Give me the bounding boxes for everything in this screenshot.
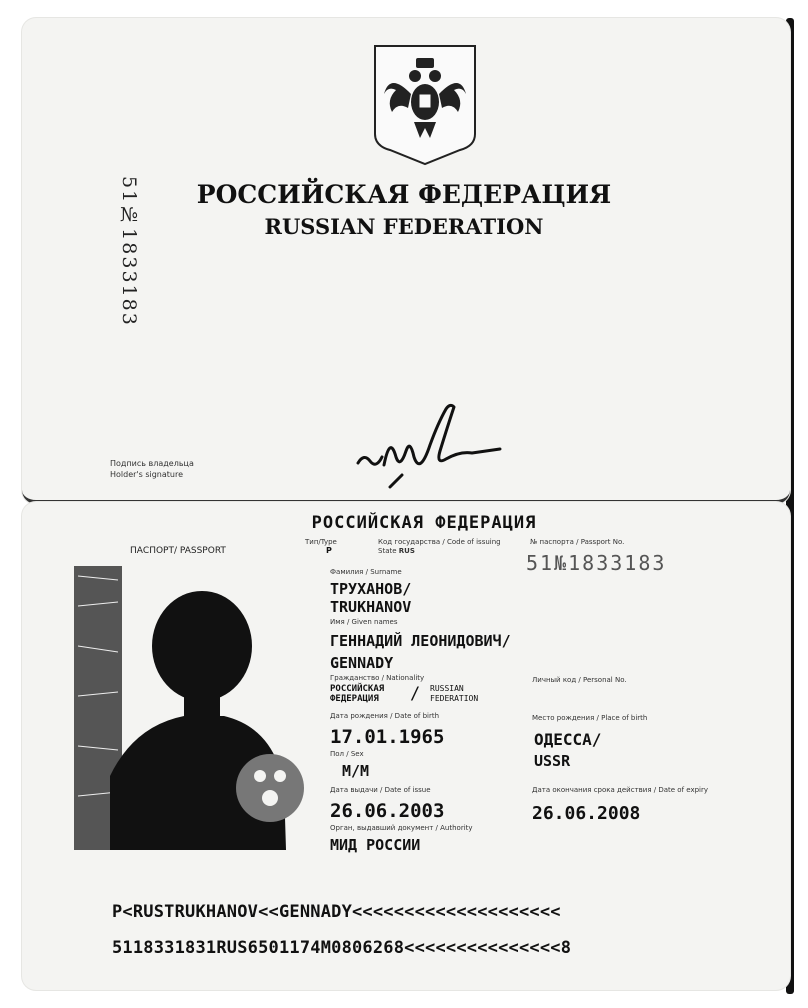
date-of-birth-label: Дата рождения / Date of birth — [330, 712, 440, 720]
issuing-state-label — [378, 538, 518, 556]
nationality-label: Гражданство / Nationality — [330, 674, 425, 682]
passport-number-label: № паспорта / Passport No. — [530, 538, 625, 546]
sex: М/M — [342, 762, 370, 780]
given-names-label: Имя / Given names — [330, 618, 398, 626]
place-of-birth-label: Место рождения / Place of birth — [532, 714, 648, 722]
given-names-ru: ГЕННАДИЙ ЛЕОНИДОВИЧ/ — [330, 632, 511, 650]
date-of-issue-label: Дата выдачи / Date of issue — [330, 786, 431, 794]
surname-label: Фамилия / Surname — [330, 568, 402, 576]
date-of-expiry-label: Дата окончания срока действия / Date of expiry — [532, 786, 709, 794]
surname-en: TRUKHANOV — [330, 598, 412, 616]
signature-label-en: Holder's signature — [110, 470, 184, 479]
coat-of-arms-icon — [370, 42, 480, 166]
holder-photo — [74, 566, 314, 856]
authority: МИД РОССИИ — [330, 836, 421, 854]
sex-label: Пол / Sex — [330, 750, 364, 758]
date-of-birth: 17.01.1965 — [330, 726, 445, 748]
mrz-line-2: 5118331831RUS6501174M0806268<<<<<<<<<<<<<<<8 — [112, 938, 572, 958]
nationality-en: RUSSIAN FEDERATION — [430, 684, 479, 703]
given-names-en: GENNADY — [330, 654, 394, 672]
date-of-expiry: 26.06.2008 — [532, 803, 641, 824]
issuing-state-value: RUS — [398, 547, 415, 555]
passport-number: 51№1833183 — [526, 551, 667, 575]
authority-label: Орган, выдавший документ / Authority — [330, 824, 473, 832]
nationality-separator: / — [410, 684, 421, 704]
date-of-issue: 26.06.2003 — [330, 800, 445, 822]
signature-label-ru: Подпись владельца — [110, 459, 194, 468]
document-type: ПАСПОРТ/ PASSPORT — [130, 546, 226, 556]
surname-ru: ТРУХАНОВ/ — [330, 580, 412, 598]
data-page-header: РОССИЙСКАЯ ФЕДЕРАЦИЯ — [311, 513, 537, 533]
mrz-line-1: P<RUSTRUKHANOV<<GENNADY<<<<<<<<<<<<<<<<<<<< — [112, 902, 561, 922]
cover-title-ru: РОССИЙСКАЯ ФЕДЕРАЦИЯ — [196, 180, 612, 209]
issuing-state-label-text: Код государства / Code of issuing State — [378, 538, 501, 555]
place-of-birth-ru: ОДЕССА/ — [534, 730, 602, 749]
cover-serial-number: 51№1833183 — [118, 176, 140, 327]
holder-signature — [350, 395, 510, 490]
place-of-birth-en: USSR — [534, 752, 571, 770]
personal-number-label: Личный код / Personal No. — [532, 676, 627, 684]
type-label: Тип/Type — [305, 538, 337, 546]
nationality-ru: РОССИЙСКАЯ ФЕДЕРАЦИЯ — [330, 684, 385, 704]
cover-title-en: RUSSIAN FEDERATION — [264, 214, 544, 239]
signature-label — [110, 458, 194, 480]
type-value: P — [326, 546, 332, 555]
